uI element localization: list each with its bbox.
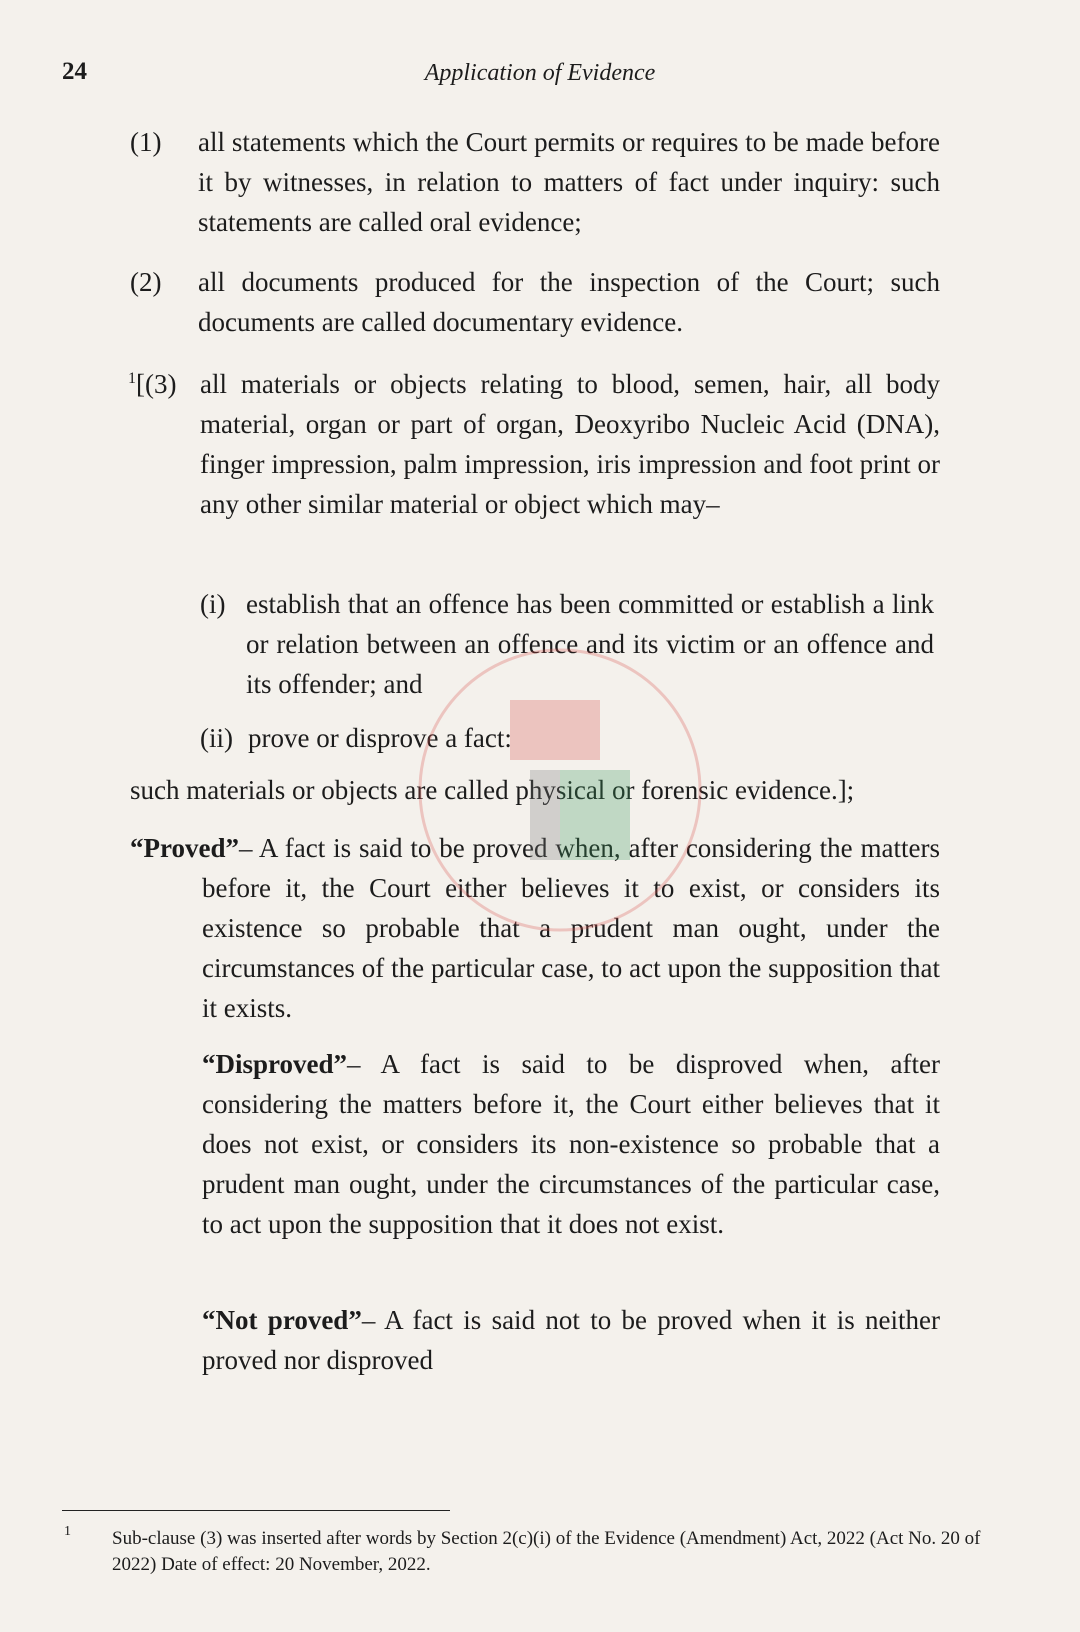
definition-proved bbox=[130, 828, 940, 1028]
item-text: all documents produced for the inspection of the Court; such documents are called documentary evidence. bbox=[198, 267, 940, 337]
item-text: all statements which the Court permits or requires to be made before it by witnesses, in relation to matters of fact under inquiry: such statements are called oral evidence; bbox=[198, 127, 940, 237]
definition-term: “Proved” bbox=[130, 833, 239, 863]
running-title: Application of Evidence bbox=[424, 60, 656, 86]
item-label: (2) bbox=[130, 267, 162, 297]
item-label: $^1$[(3) bbox=[128, 369, 177, 399]
definition-text: – A fact is said to be proved when, after considering the matters before it, the Court either believes it to exist, or considers its existence so probable that a prudent man ought, under the circumstances of the particular case, to act upon the supposition that it exists. bbox=[202, 833, 940, 1023]
subitem-label: (ii) bbox=[200, 723, 233, 753]
definition-text: – A fact is said not to be proved when it is neither proved nor disproved bbox=[202, 1305, 940, 1375]
subitem-label: (i) bbox=[200, 589, 226, 619]
page-number: 24 bbox=[62, 58, 87, 85]
definition-not-proved bbox=[202, 1300, 940, 1380]
item-label: (1) bbox=[130, 127, 162, 157]
page-header bbox=[62, 58, 1018, 98]
definition-disproved bbox=[202, 1044, 940, 1244]
definition-term: “Disproved” bbox=[202, 1049, 348, 1079]
footnote-ref: 1 bbox=[128, 370, 136, 387]
item-text: all materials or objects relating to blood, semen, hair, all body material, organ or part of organ, Deoxyribo Nucleic Acid (DNA), finger impression, palm impression, iris impression and foot print or any other similar material or object which may– bbox=[200, 369, 940, 519]
definition-text: – A fact is said to be disproved when, after considering the matters before it, the Court either believes that it does not exist, or considers its non-existence so probable that a prudent man ought, under the circumstances of the particular case, to act upon the supposition that it does not exist. bbox=[202, 1049, 940, 1239]
definition-term: “Not proved” bbox=[202, 1305, 362, 1335]
footnote-divider bbox=[62, 1510, 450, 1511]
footnote-marker: 1 bbox=[64, 1524, 71, 1539]
subitem-text: establish that an offence has been committed or establish a link or relation between an offence and its victim or an offence and its offender; and bbox=[246, 589, 934, 699]
footnote-text: Sub-clause (3) was inserted after words by Section 2(c)(i) of the Evidence (Amendment) Act, 2022 (Act No. 20 of 2022) Date of effect: 20 November, 2022. bbox=[112, 1528, 981, 1575]
conclusion-text: such materials or objects are called physical or forensic evidence.]; bbox=[130, 775, 855, 805]
subitem-text: prove or disprove a fact: bbox=[248, 723, 512, 753]
